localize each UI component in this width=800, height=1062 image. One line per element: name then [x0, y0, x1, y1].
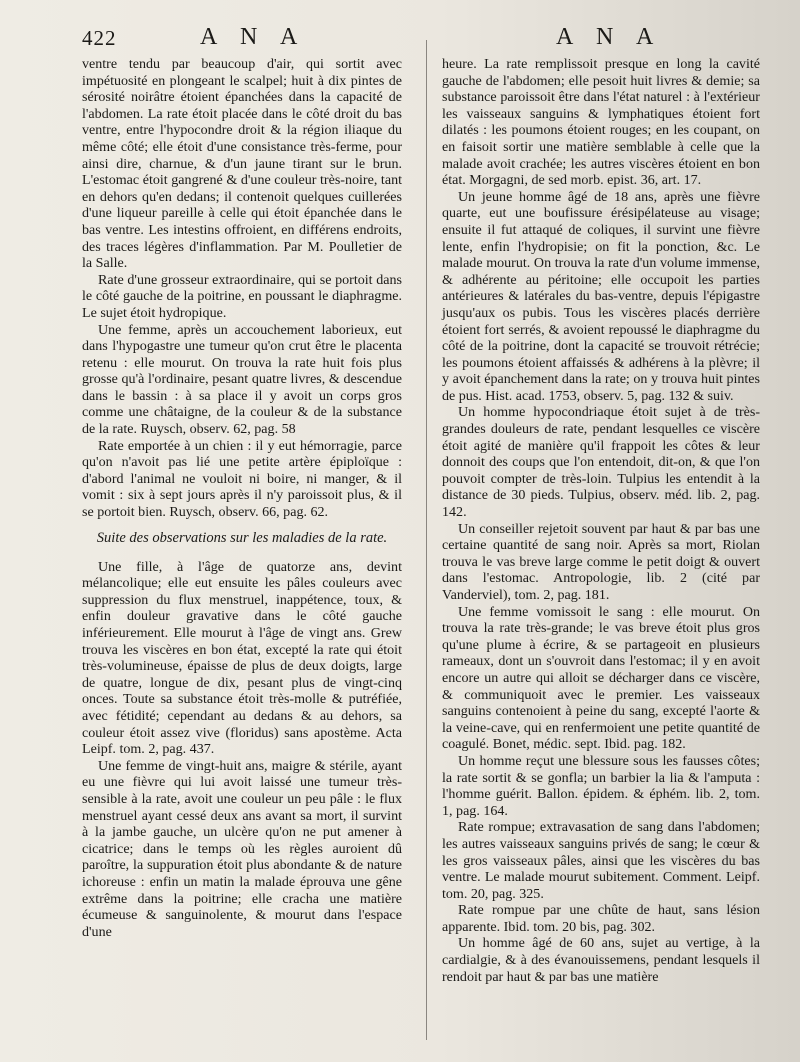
paragraph: Un conseiller rejetoit souvent par haut & par bas une certaine quantité de sang noir. Après sa mort, Riolan trouva le vas breve large comme le petit doigt & ouvert dans l'estomac. Antropologie, lib. 2 (cité par Vanderviel), tom. 2, pag. 181.	[442, 520, 760, 603]
paragraph: Rate rompue par une chûte de haut, sans lésion apparente. Ibid. tom. 20 bis, pag. 302.	[442, 902, 760, 935]
right-column	[442, 56, 760, 985]
left-column	[82, 56, 402, 940]
paragraph: Une femme, après un accouchement laborieux, eut dans l'hypogastre une tumeur qu'on crut être le placenta retenu : elle mourut. On trouva la rate huit fois plus grosse qu'à l'ordinaire, pesant quatre livres, & descendue dans le bassin : à sa place il y avoit un corps gros comme une châtaigne, de la couleur & de la substance de la rate. Ruysch, observ. 62, pag. 58	[82, 321, 402, 438]
section-heading: Suite des observations sur les maladies de la rate.	[96, 529, 388, 546]
paragraph: Rate d'une grosseur extraordinaire, qui se portoit dans le côté gauche de la poitrine, en poussant le diaphragme. Le sujet étoit hydropique.	[82, 271, 402, 321]
paragraph: ventre tendu par beaucoup d'air, qui sortit avec impétuosité en plongeant le scalpel; huit à dix pintes de sérosité noirâtre étoient épanchées dans la capacité de l'abdomen. La rate étoit placée dans le côté droit du bas ventre, entre l'hypocondre droit & la région iliaque du même côté; elle étoit d'une consistance très-ferme, pour ainsi dire, charnue, & d'un jaune tirant sur le brun. L'estomac étoit gangrené & d'une couleur très-noire, tant en dehors qu'en dedans; il contenoit quelques cuillerées d'une liqueur pareille à celle qui étoit épanchée dans le bas ventre. Les intestins offroient, en différens endroits, des traces légères d'inflammation. Par M. Poulletier de la Salle.	[82, 56, 402, 272]
paragraph: Un homme reçut une blessure sous les fausses côtes; la rate sortit & se gonfla; un barbier la lia & l'amputa : l'homme guérit. Ballon. épidem. & éphém. lib. 2, tom. 1, pag. 164.	[442, 752, 760, 819]
paragraph: Une femme vomissoit le sang : elle mourut. On trouva la rate très-grande; le vas breve étoit plus gros qu'une plume à écrire, & se partageoit en plusieurs rameaux, dont un s'ouvroit dans l'estomac; il y en avoit encore un autre qui alloit se décharger dans ce viscère, & communiquoit avec le premier. Les vaisseaux sanguins contenoient à peine du sang, excepté l'aorte & la veine-cave, qui en renfermoient une petite quantité de coagulé. Bonet, médic. sept. Ibid. pag. 182.	[442, 603, 760, 753]
paragraph: heure. La rate remplissoit presque en long la cavité gauche de l'abdomen; elle pesoit huit livres & demie; sa substance paroissoit être dans l'état naturel : à l'extérieur les vaisseaux sanguins & lymphatiques étoient fort dilatés : les poumons étoient rouges; en les coupant, on en faisoit sortir une matière semblable à celle que la malade avoit crachée; les autres viscères étoient en bon état. Morgagni, de sed morb. epist. 36, art. 17.	[442, 56, 760, 189]
column-divider	[426, 40, 427, 1040]
page-header	[0, 24, 800, 56]
paragraph: Rate emportée à un chien : il y eut hémorragie, parce qu'on n'avoit pas lié une petite artère épiploïque : d'abord l'animal ne vouloit ni boire, ni manger, & il vomit : six à sept jours après il n'y paroissoit plus, & il se portoit bien. Ruysch, observ. 66, pag. 62.	[82, 437, 402, 521]
running-title-left: A N A	[200, 24, 307, 50]
page-number: 422	[82, 26, 117, 50]
paragraph: Une fille, à l'âge de quatorze ans, devint mélancolique; elle eut ensuite les pâles couleurs avec suppression du flux menstruel, inappétence, toux, & enfin douleur gravative dans le côté gauche inférieurement. Elle mourut à l'âge de vingt ans. Grew trouva les viscères en bon état, excepté la rate qui étoit très-volumineuse, épaisse de plus de deux doigts, large de quatre, longue de dix, pesant plus de vingt-cinq onces. Toute sa substance étoit très-molle & putréfiée, avec fétidité; cependant au dedans & au dehors, sa couleur étoit assez vive (floridus) sans apostème. Acta Leipf. tom. 2, pag. 437.	[82, 558, 402, 758]
running-title-right: A N A	[556, 24, 663, 50]
paragraph: Rate rompue; extravasation de sang dans l'abdomen; les autres vaisseaux sanguins privés de sang; le cœur & les gros vaisseaux pâles, ainsi que les viscères du bas ventre. Le malade mourut subitement. Comment. Leipf. tom. 20, pag. 325.	[442, 819, 760, 902]
paragraph: Un jeune homme âgé de 18 ans, après une fièvre quarte, eut une boufissure érésipélateuse au visage; ensuite il fut attaqué de coliques, il survint une fièvre lente, enfin l'hydropisie; on fit la ponction, &c. Le malade mourut. On trouva la rate d'un volume immense, & adhérente au péritoine; elle occupoit les parties antérieures & latérales du bas-ventre, depuis l'épigastre jusqu'aux os pubis. Tous les viscères placés derrière étoient fort serrés, & avoient repoussé le diaphragme du côté de la poitrine, dont la capacité se trouvoit rétrécie; les poumons étoient affaissés & adhérens à la plèvre; il y avoit épanchement dans la rate; on y trouva huit pintes de pus. Hist. acad. 1753, observ. 5, pag. 132 & suiv.	[442, 188, 760, 404]
paragraph: Une femme de vingt-huit ans, maigre & stérile, ayant eu une fièvre qui lui avoit laissé une tumeur très-sensible à la rate, avoit une couleur un peu pâle : le flux menstruel ayant cessé deux ans avant sa mort, il survint à la jambe gauche, un ulcère qu'on ne put amener à cicatrice; dans le temps où les règles auroient dû paroître, la suppuration étoit plus abondante & de nature ichoreuse : enfin un matin la malade éprouva une gêne extrême dans la poitrine; elle cracha une matière écumeuse & sanguinolente, & mourut dans l'espace d'une	[82, 757, 402, 940]
paragraph: Un homme hypocondriaque étoit sujet à de très-grandes douleurs de rate, pendant lesquelles ce viscère étoit agité de manière qu'il frappoit les côtes & leur donnoit des coups que l'on entendoit, dit-on, & que l'on pouvoit compter de très-loin. Tulpius les entendit à la distance de 30 pieds. Tulpius, observ. méd. lib. 2, pag. 142.	[442, 404, 760, 521]
paragraph: Un homme âgé de 60 ans, sujet au vertige, à la cardialgie, & à des évanouissemens, pendant lesquels il rendoit par haut & par bas une matière	[442, 935, 760, 985]
